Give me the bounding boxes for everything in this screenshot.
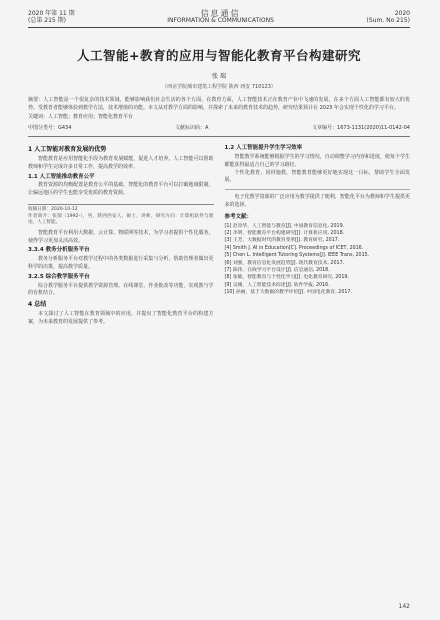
- journal-en: INFORMATION & COMMUNICATIONS: [167, 17, 274, 24]
- running-header: [28, 10, 410, 24]
- reference-item: [7] 陈伟，在线学习平台设计[J]. 信息通信, 2018.: [224, 268, 330, 273]
- issue-info-en: [367, 10, 410, 24]
- doc-code: 文献标识码：A: [175, 125, 209, 132]
- paper-title: 人工智能+教育的应用与智能化教育平台构建研究: [77, 48, 361, 63]
- reference-item: [9] 吴刚，人工智能技术综述[J]. 软件学报, 2016.: [224, 282, 330, 288]
- header-rule: [28, 27, 410, 28]
- subsection-heading: 1.1 人工智能推动教育公平: [28, 173, 95, 180]
- paragraph: 智能教学系统能够根据学生的学习情况，自动调整学习内容和进度，使每个学生都能获得最适合自己的学习路径。: [224, 153, 410, 168]
- paragraph: 教育资源的均衡配置是教育公平的基础。智能化的教育平台可以打破地域限制，让偏远地区的学生也能享受优质的教育资源。: [28, 182, 214, 197]
- reference-item: [6] 刘强，教育信息化发展趋势[J]. 现代教育技术, 2017.: [224, 260, 345, 266]
- issue-year-en: 2020: [394, 10, 410, 17]
- subsection-heading: 1.2 人工智能提升学生学习效率: [224, 145, 303, 152]
- clc-number: 中图分类号：G434: [28, 125, 72, 132]
- column-divider: [225, 189, 411, 190]
- journal-name: [167, 10, 274, 24]
- section-heading: 4 总结: [28, 301, 47, 309]
- paragraph: 综合教学服务平台提供教学资源管理、在线课堂、作业批改等功能，实现教与学的有机结合。: [28, 282, 214, 297]
- abstract: 摘要：人工智能是一个很复杂的技术领域，能够影响我们社会生活的各个方面。在教育方面，人工智能技术正在教育产业中飞速的发展，在多个方面人工智能都有较大的优势。受教育者能够体验到教学方法，技术增值的功能。本文从对教学方面的影响，并探索了未来的教育技术的趋势，研究结果预计在 2023 年会实现个性化的学习平台。: [28, 97, 410, 111]
- paragraph: 本文探讨了人工智能在教育领域中的应用，并提出了智能化教育平台的构建方案，为未来教育的发展提供了参考。: [28, 310, 214, 325]
- paragraph: 智能教育是应用智能化手段为教育发展赋能，促进人才培养。人工智能可以帮助教师和学生完成许多日常工作，提高教学的效率。: [28, 155, 214, 170]
- references-list: [225, 223, 411, 297]
- subsection-heading: 3.2.5 综合教学服务平台: [28, 273, 90, 280]
- left-column: [28, 143, 214, 326]
- author: 张 瑞: [212, 73, 226, 80]
- keywords: 关键词：人工智能；教育应用；智能化教育平台: [28, 114, 134, 121]
- page-number: 142: [398, 603, 410, 610]
- reference-item: [1] 赵章华，人工智能与教育[J]. 中国教育信息化, 2019.: [224, 223, 345, 229]
- reference-item: [3] 王芳，大数据时代的教育变革[J]. 教育研究, 2017.: [224, 238, 340, 244]
- subsection-heading: 3.3.4 教务分析服务平台: [28, 247, 90, 254]
- paragraph: 教务分析服务平台对教学过程中的各类数据进行采集与分析，帮助管理者做出更科学的决策，提高教学质量。: [28, 256, 214, 270]
- reference-item: [8] 张敏，智能教育与个性化学习[J]. 电化教育研究, 2019.: [224, 275, 349, 281]
- paragraph: 个性化教育，因材施教，智能教育能够更好地实现这一目标，帮助学生全面发展。: [224, 169, 410, 184]
- body-columns: [28, 143, 410, 326]
- abstract-rule: [28, 136, 410, 137]
- affiliation: （西京学院城市建筑工程学院 陕西 西安 710123）: [162, 84, 276, 90]
- paragraph: 智能教育平台利用大数据、云计算、物联网等技术，为学习者提供个性化服务，使得学习更加灵活高效。: [28, 229, 214, 244]
- issue-year: 2020 年第 11 期: [28, 10, 75, 17]
- footnote: 收稿日期：2020-10-12 作者简介：张瑞（1992-），男，陕西西安人，硕士，讲师，研究方向：计算机软件与理论，人工智能。: [28, 204, 214, 227]
- reference-item: [2] 李明，智能教育平台构建研究[J]. 计算机应用, 2018.: [224, 230, 345, 236]
- issue-info: [28, 10, 75, 24]
- issue-sum-en: (Sum. No 215): [366, 17, 410, 24]
- reference-item: [4] Smith J. AI in Education[C]. Proceedings of ICET, 2016.: [224, 245, 364, 251]
- reference-item: [10] 孙丽，基于大数据的教学评价[J]. 中国电化教育, 2017.: [224, 290, 353, 296]
- references-title: 参考文献：: [224, 213, 253, 220]
- reference-item: [5] Chen L. Intelligent Tutoring Systems[J]. IEEE Trans, 2015.: [224, 253, 370, 259]
- journal-cn: 信息通信: [200, 9, 241, 18]
- article-number: 文章编号：1673-1131(2020)11-0142-04: [312, 125, 410, 132]
- section-heading: 1 人工智能对教育发展的优势: [28, 146, 107, 154]
- classification-meta: [28, 124, 410, 131]
- paragraph: 电子化教学资源的广泛应用为教学提供了便利，智能化平台为教师和学生提供更多的选择。: [224, 194, 410, 208]
- issue-total: (总第 215 期): [28, 17, 66, 24]
- right-column: [225, 143, 411, 326]
